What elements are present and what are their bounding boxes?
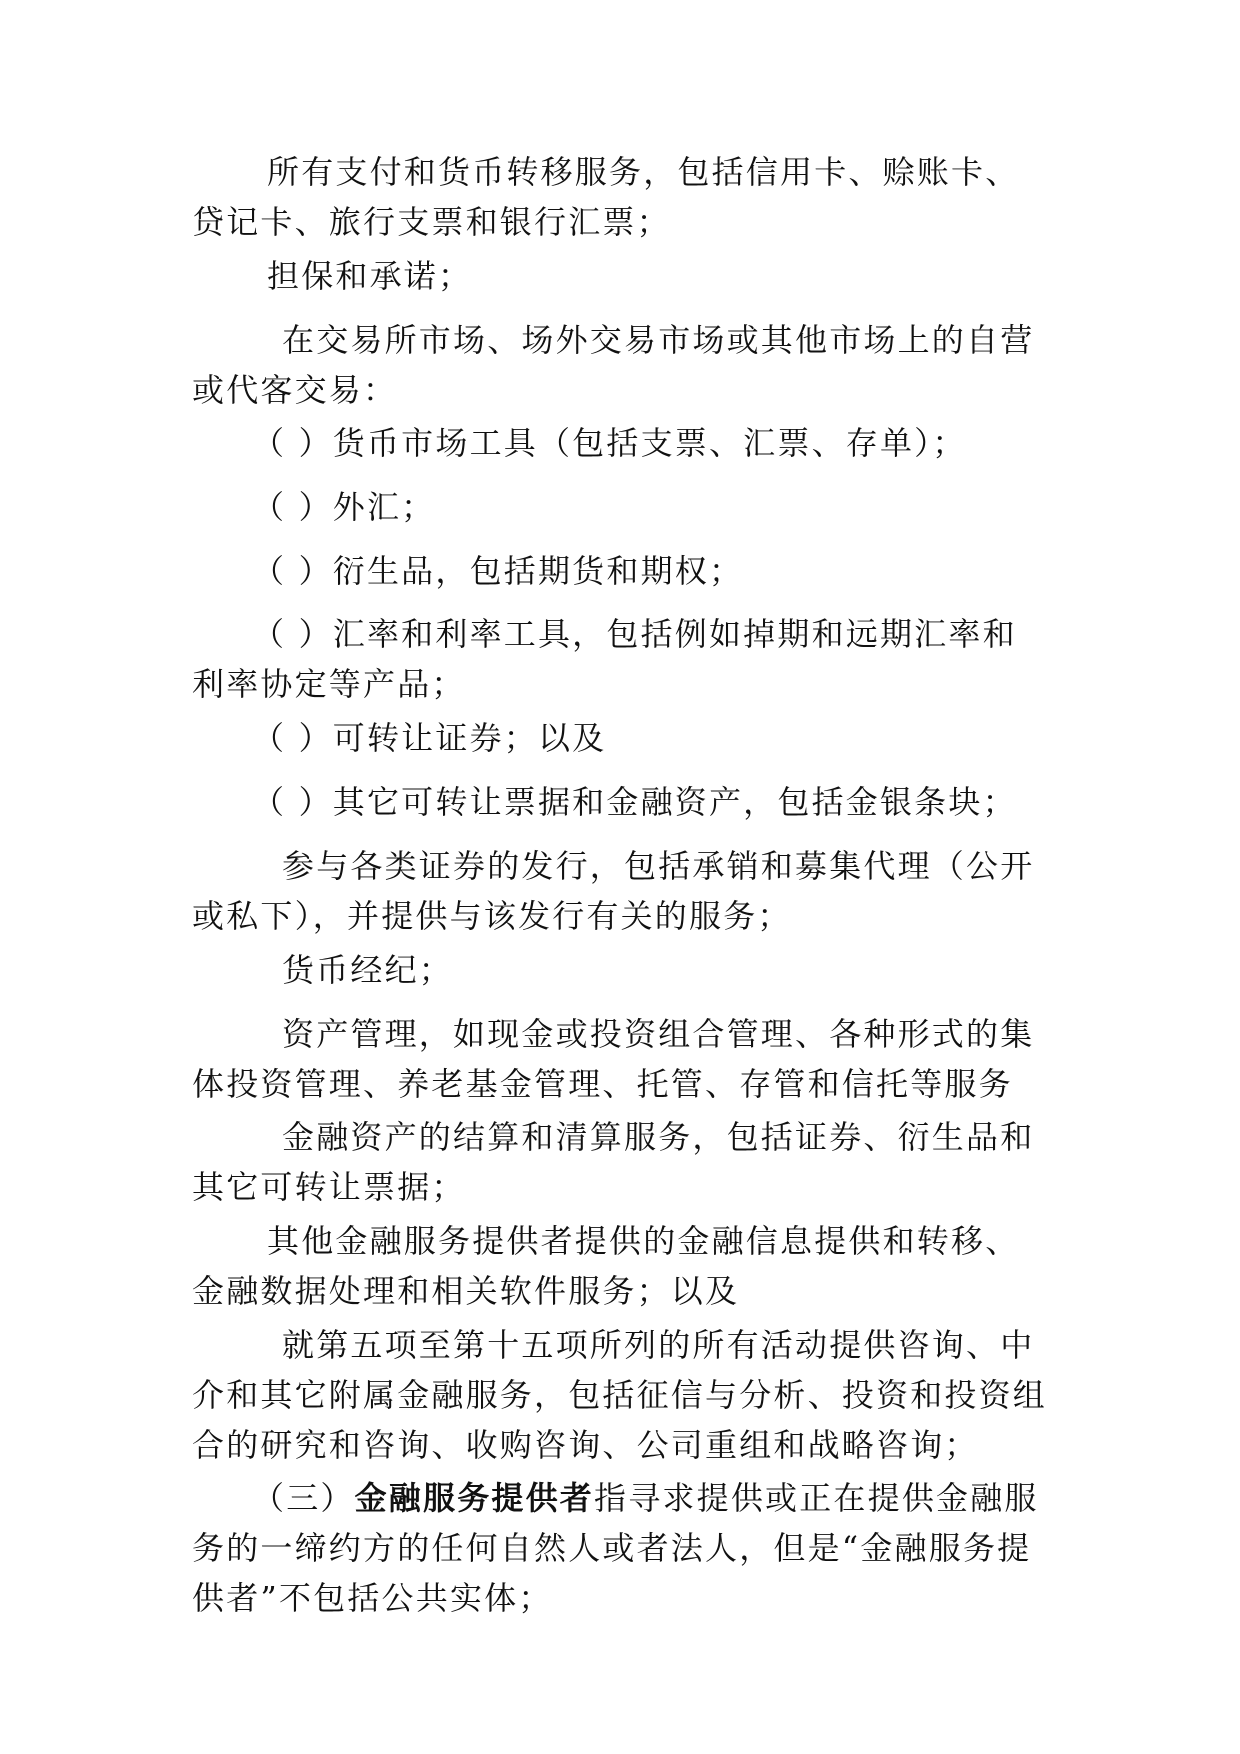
paragraph-forex: （ ）外汇； xyxy=(252,488,436,526)
paragraph-securities: （ ）可转让证券；以及 xyxy=(252,719,607,757)
paragraph-financial-information: 其他金融服务提供者提供的金融信息提供和转移、金融数据处理和相关软件服务；以及 xyxy=(192,1222,1020,1310)
paragraph-derivatives: （ ）衍生品，包括期货和期权； xyxy=(252,552,744,590)
paragraph-negotiable-instruments: （ ）其它可转让票据和金融资产，包括金银条块； xyxy=(252,783,1017,821)
paragraph-asset-management: 资产管理，如现金或投资组合管理、各种形式的集体投资管理、养老基金管理、托管、存管和信托等服务 xyxy=(192,1015,1035,1103)
paragraph-guarantees: 担保和承诺； xyxy=(267,257,473,295)
paragraph-advisory: 就第五项至第十五项所列的所有活动提供咨询、中介和其它附属金融服务，包括征信与分析、投资和投资组合的研究和咨询、收购咨询、公司重组和战略咨询； xyxy=(192,1326,1048,1464)
paragraph-money-market: （ ）货币市场工具（包括支票、汇票、存单）； xyxy=(252,424,967,462)
paragraph-exchange-rate: （ ）汇率和利率工具，包括例如掉期和远期汇率和利率协定等产品； xyxy=(192,615,1017,703)
paragraph-trading: 在交易所市场、场外交易市场或其他市场上的自营或代客交易： xyxy=(192,321,1035,409)
paragraph-payment-services: 所有支付和货币转移服务，包括信用卡、赊账卡、贷记卡、旅行支票和银行汇票； xyxy=(192,153,1020,241)
paragraph-definition-provider xyxy=(192,1473,1048,1623)
paragraph-issuance: 参与各类证券的发行，包括承销和募集代理（公开或私下），并提供与该发行有关的服务； xyxy=(192,847,1035,935)
paragraph-money-broking: 货币经纪； xyxy=(282,951,454,989)
paragraph-settlement: 金融资产的结算和清算服务，包括证券、衍生品和其它可转让票据； xyxy=(192,1118,1035,1206)
definition-term: 金融服务提供者 xyxy=(354,1479,595,1517)
definition-prefix: （三） xyxy=(252,1479,355,1517)
definition-body: 指寻求提供或正在提供金融服务的一缔约方的任何自然人或者法人，但是“金融服务提供者”不包括公共实体； xyxy=(192,1479,1039,1617)
